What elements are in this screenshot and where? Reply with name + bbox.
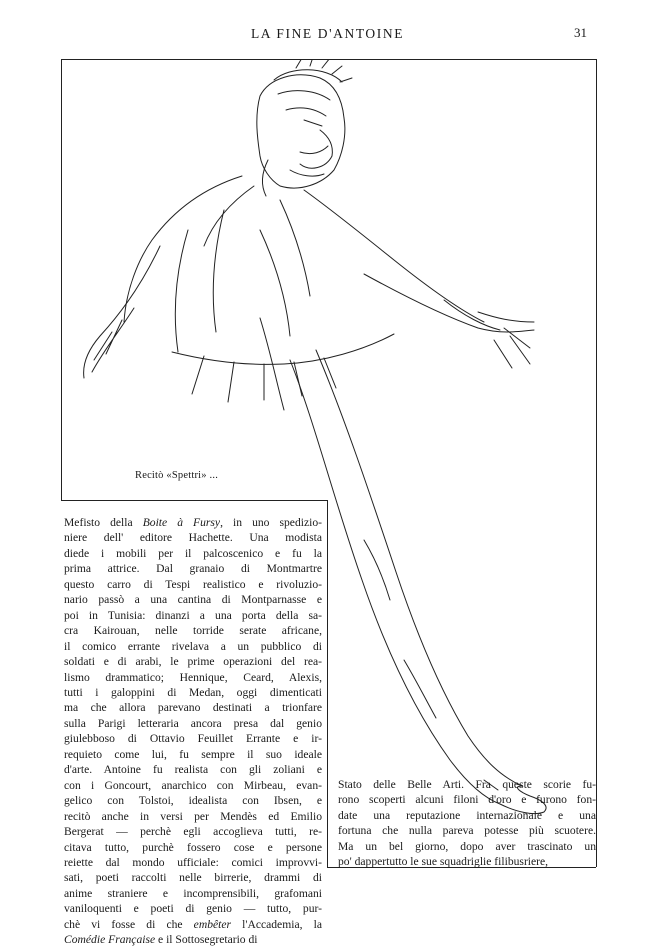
text-line <box>64 577 322 592</box>
text-run: Mefisto della <box>64 516 143 529</box>
text-run: po' dappertutto le sue squadriglie filibusriere, <box>338 855 549 869</box>
text-run: niere dell' editore Hachette. Una modista <box>64 531 322 545</box>
text-run: questo carro di Tespi realistico e rivoluzio- <box>64 577 322 591</box>
text-line <box>64 793 322 808</box>
text-run: poi in Tunisia: dinanzi a una porta della sa- <box>64 608 322 622</box>
text-run: vaniloquenti e poeti di genio — tutto, pur- <box>64 902 322 916</box>
text-run: Stato delle Belle Arti. Fra queste scorie fu- <box>338 778 596 791</box>
text-run: ma che allora parevano destinati a trionfare <box>64 701 322 715</box>
text-line <box>64 886 322 901</box>
text-line <box>64 747 322 762</box>
text-line <box>64 608 322 623</box>
text-run: tutti i galoppini di Medan, oggi dimenticati <box>64 685 322 699</box>
text-line <box>64 592 322 607</box>
text-line <box>64 654 322 669</box>
text-line <box>64 685 322 700</box>
text-line <box>64 809 322 824</box>
text-line <box>64 917 322 932</box>
text-line <box>338 839 596 854</box>
text-line <box>64 824 322 839</box>
text-run: citava tutto, purchè fossero cose e persone <box>64 840 322 854</box>
frame-right-line <box>596 59 597 867</box>
right-text-column <box>338 777 596 870</box>
text-run: e il Sottosegretario di <box>155 933 258 947</box>
text-run: Ma un bel giorno, dopo aver trascinato un <box>338 839 596 853</box>
text-run: recitò anche in versi per Mendès ed Emilio <box>64 809 322 823</box>
text-line <box>338 823 596 838</box>
text-line <box>64 530 322 545</box>
text-line <box>64 639 322 654</box>
text-run: date una reputazione internazionale e una <box>338 808 596 822</box>
text-line <box>64 515 322 530</box>
text-line <box>64 901 322 916</box>
italic-run: Comédie Française <box>64 933 156 947</box>
text-line <box>64 561 322 576</box>
frame-left-line <box>61 59 62 500</box>
text-line <box>64 700 322 715</box>
text-run: lismo drammatico; Hennique, Ceard, Alexis, <box>64 670 322 684</box>
running-title: LA FINE D'ANTOINE <box>250 26 405 41</box>
text-line <box>338 854 596 869</box>
text-run: chè vi fosse di che <box>64 917 194 931</box>
text-run: giulebboso di Ottavio Feuillet Errante e ir- <box>64 732 322 746</box>
text-run: rono scoperti alcuni filoni d'oro e furono fon- <box>338 793 596 807</box>
text-run: gelico con Tolstoi, idealista con Ibsen, e <box>64 794 322 808</box>
text-run: Bergerat — perchè egli accoglieva tutti, re- <box>64 825 322 839</box>
text-line <box>64 855 322 870</box>
text-line <box>64 670 322 685</box>
text-run: sulla Parigi letteraria ancora presa dal genio <box>64 716 322 730</box>
text-run: cra Kairouan, nelle torride serate africane, <box>64 624 322 638</box>
text-line <box>64 840 322 855</box>
text-run: reiette dal mondo ufficiale: comici improvvi- <box>64 855 322 869</box>
text-run: fortuna che nulla pareva potesse più scuotere. <box>338 824 596 838</box>
text-line <box>64 778 322 793</box>
text-run: sati, poeti raccolti nelle birrerie, drammi di <box>64 871 322 885</box>
text-line <box>64 932 322 947</box>
italic-run: Boite à Fursy <box>142 516 221 529</box>
italic-run: embêter <box>193 917 232 931</box>
text-line <box>64 870 322 885</box>
text-line <box>64 731 322 746</box>
text-run: con i Goncourt, anarchico con Mirbeau, evan- <box>64 778 322 792</box>
text-line <box>64 762 322 777</box>
text-run: requieto come lui, fu sempre il suo ideale <box>64 747 322 761</box>
text-run: soldati e di arabi, le prime operazioni del rea- <box>64 655 322 669</box>
text-line <box>338 777 596 792</box>
text-line <box>64 546 322 561</box>
page-number: 31 <box>574 25 587 40</box>
text-run: l'Accademia, la <box>231 917 322 931</box>
text-run: nario passò a una cantina di Montparnasse e <box>64 593 322 607</box>
text-line <box>338 792 596 807</box>
text-run: prima attrice. Dal granaio di Montmartre <box>64 562 322 576</box>
text-line <box>338 808 596 823</box>
text-run: il comico errante rivelava a un pubblico di <box>64 639 322 653</box>
text-line <box>64 623 322 638</box>
text-run: anime straniere e incomprensibili, grafomani <box>64 886 322 900</box>
text-run: diede i mobili per il palcoscenico e fu la <box>64 546 322 560</box>
left-text-column <box>64 515 322 948</box>
illustration-caption: Recitò «Spettri» ... <box>135 470 219 481</box>
text-run: d'arte. Antoine fu realista con gli zoliani e <box>64 763 322 777</box>
text-line <box>64 716 322 731</box>
text-run: , in uno spedizio- <box>220 516 322 529</box>
